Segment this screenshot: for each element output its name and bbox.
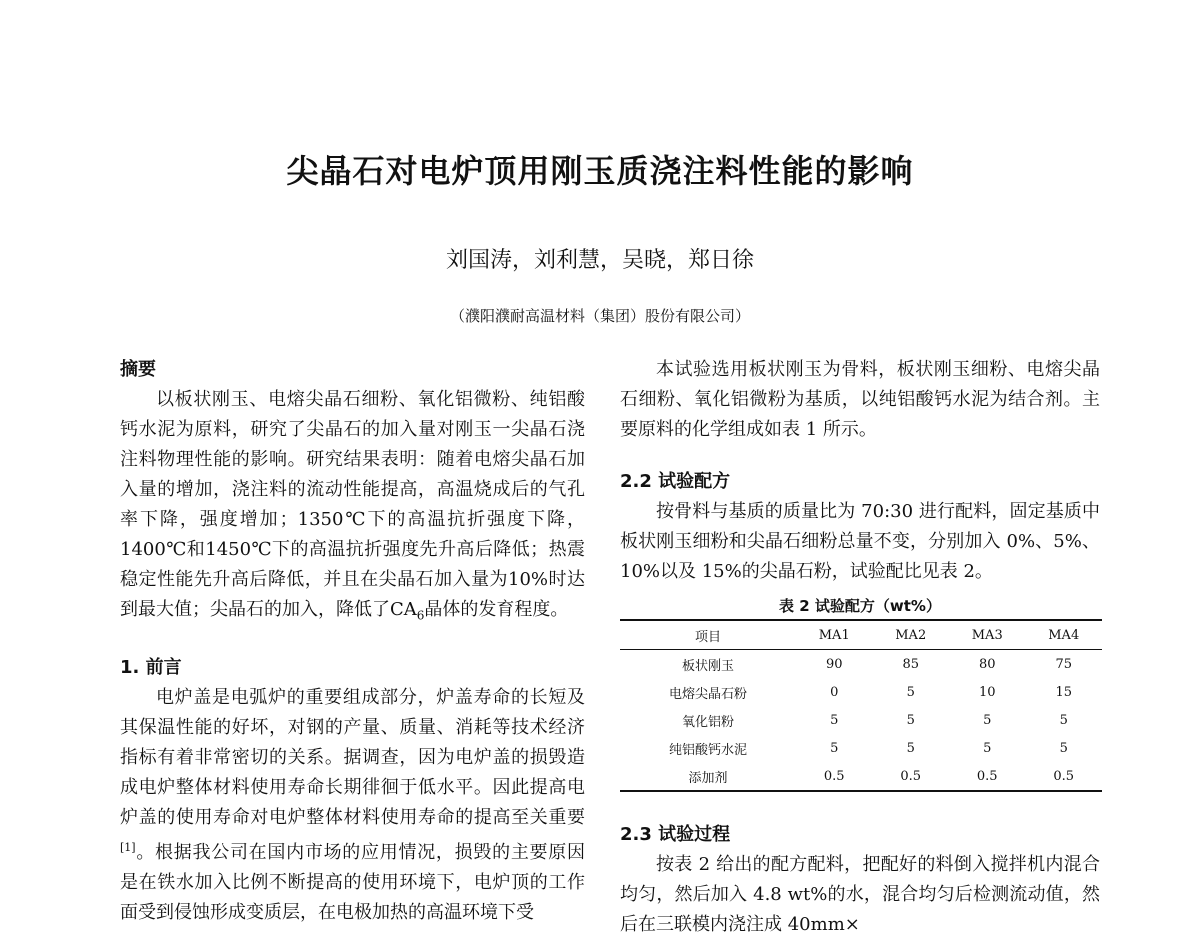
table-cell: 0.5	[1053, 768, 1075, 784]
table-cell: 85	[902, 656, 920, 672]
table-cell: 5	[906, 684, 915, 700]
table-cell: 80	[978, 656, 996, 672]
table-cell: 90	[825, 656, 843, 672]
table-cell: 0.5	[823, 768, 845, 784]
table-cell: 5	[1059, 740, 1068, 756]
table-cell: 10	[978, 684, 996, 700]
intro-heading: 1. 前言	[120, 656, 182, 678]
table-header-cell: 项目	[620, 620, 796, 650]
table-cell: 5	[830, 740, 839, 756]
table-header-cell: MA1	[796, 620, 873, 650]
table-row	[620, 706, 1102, 734]
citation-ref: [1]	[120, 840, 136, 854]
table-row	[620, 650, 1102, 679]
table-cell: 15	[1055, 684, 1073, 700]
table-cell: 5	[906, 740, 915, 756]
process-text: 按表 2 给出的配方配料，把配好的料倒入搅拌机内混合均匀，然后加入 4.8 wt%的水，混合均匀后检测流动值，然后在三联模内浇注成 40mm×	[620, 854, 1100, 935]
table-cell: 5	[830, 712, 839, 728]
abstract-heading: 摘要	[120, 359, 156, 380]
table-cell: 5	[983, 712, 992, 728]
table-cell: 电熔尖晶石粉	[668, 686, 747, 702]
author-list: 刘国涛，刘利慧，吴晓，郑日徐	[445, 248, 754, 273]
materials-text: 本试验选用板状刚玉为骨料，板状刚玉细粉、电熔尖晶石细粉、氧化铝微粉为基质，以纯铝酸钙水泥为结合剂。主要原料的化学组成如表 1 所示。	[620, 359, 1100, 440]
formula-text: 按骨料与基质的质量比为 70:30 进行配料，固定基质中板状刚玉细粉和尖晶石细粉总量不变，分别加入 0%、5%、10%以及 15%的尖晶石粉，试验配比见表 2。	[620, 501, 1100, 582]
formula-table	[620, 619, 1102, 792]
paper-title: 尖晶石对电炉顶用刚玉质浇注料性能的影响	[286, 152, 914, 190]
table-cell: 0.5	[976, 768, 998, 784]
formula-heading: 2.2 试验配方	[620, 471, 731, 492]
table-row	[620, 678, 1102, 706]
table-cell: 板状刚玉	[681, 658, 734, 674]
process-heading: 2.3 试验过程	[620, 824, 731, 845]
table-caption: 表 2 试验配方（wt%）	[779, 597, 941, 615]
table-cell: 添加剂	[688, 770, 728, 786]
table-cell: 氧化铝粉	[681, 714, 734, 730]
table-cell: 0	[830, 684, 839, 700]
abstract-text: 以板状刚玉、电熔尖晶石细粉、氧化铝微粉、纯铝酸钙水泥为原料，研究了尖晶石的加入量对刚玉一尖晶石浇注料物理性能的影响。研究结果表明：随着电熔尖晶石加入量的增加，浇注料的流动性能提高，高温烧成后的气孔率下降，强度增加；1350℃下的高温抗折强度下降，1400℃和1450℃下的高温抗折强度先升高后降低；热震稳定性能先升高后降低，并且在尖晶石加入量为10%时达到最大值；尖晶石的加入，降低了$CA_6$晶体的发育程度。	[120, 389, 585, 623]
table-cell: 5	[1059, 712, 1068, 728]
table-header-cell: MA2	[873, 620, 950, 650]
table-header-cell: MA3	[949, 620, 1026, 650]
table-row	[620, 734, 1102, 762]
table-header-row	[620, 620, 1102, 650]
affiliation: （濮阳濮耐高温材料（集团）股份有限公司）	[449, 307, 750, 325]
table-cell: 75	[1055, 656, 1073, 672]
left-column	[120, 355, 585, 928]
right-column	[620, 355, 1100, 940]
table-cell: 5	[983, 740, 992, 756]
table-cell: 纯铝酸钙水泥	[668, 742, 747, 758]
table-cell: 5	[906, 712, 915, 728]
intro-text: 电炉盖是电弧炉的重要组成部分，炉盖寿命的长短及其保温性能的好坏，对钢的产量、质量、消耗等技术经济指标有着非常密切的关系。据调查，因为电炉盖的损毁造成电炉整体材料使用寿命长期徘徊于低水平。因此提高电炉盖的使用寿命对电炉整体材料使用寿命的提高至关重要[1]。根据我公司在国内市场的应用情况，损毁的主要原因是在铁水加入比例不断提高的使用环境下，电炉顶的工作面受到侵蚀形成变质层，在电极加热的高温环境下受	[120, 686, 585, 923]
table-row	[620, 762, 1102, 791]
table-header-cell: MA4	[1026, 620, 1103, 650]
table-cell: 0.5	[900, 768, 922, 784]
